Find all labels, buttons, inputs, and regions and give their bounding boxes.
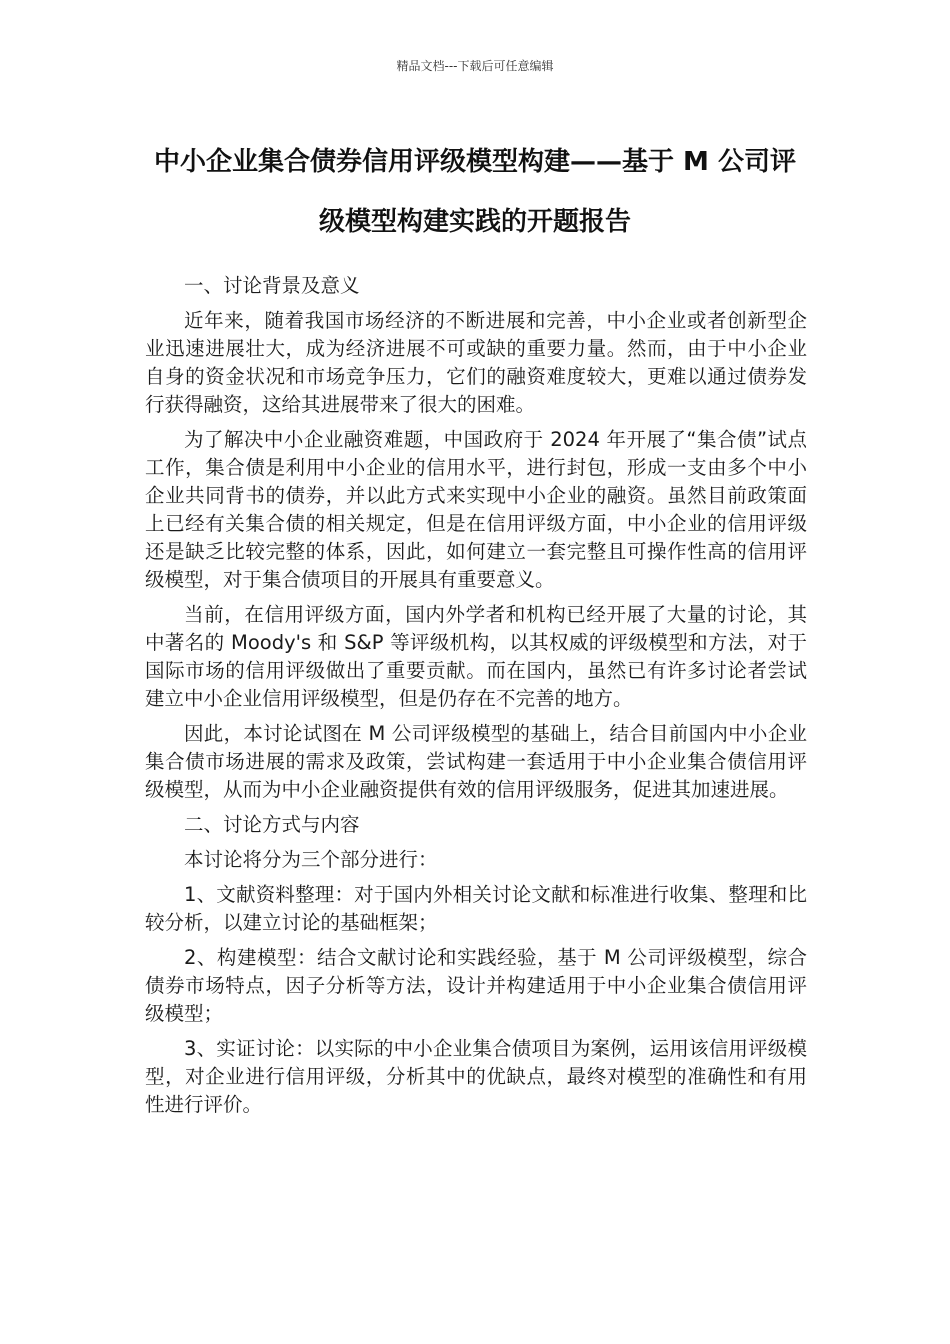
list-item: 3、实证讨论：以实际的中小企业集合债项目为案例，运用该信用评级模型，对企业进行信用评级，分析其中的优缺点，最终对模型的准确性和有用性进行评价。 <box>145 1037 807 1116</box>
header-note: 精品文档---下载后可任意编辑 <box>396 59 554 73</box>
body-paragraph: 近年来，随着我国市场经济的不断进展和完善，中小企业或者创新型企业迅速进展壮大，成为经济进展不可或缺的重要力量。然而，由于中小企业自身的资金状况和市场竞争压力，它们的融资难度较大，更难以通过债券发行获得融资，这给其进展带来了很大的困难。 <box>145 309 807 416</box>
section-heading: 一、讨论背景及意义 <box>184 274 360 297</box>
body-paragraph: 因此，本讨论试图在 M 公司评级模型的基础上，结合目前国内中小企业集合债市场进展的需求及政策，尝试构建一套适用于中小企业集合债信用评级模型，从而为中小企业融资提供有效的信用评级服务，促进其加速进展。 <box>145 722 807 801</box>
document-title: 中小企业集合债券信用评级模型构建——基于 M 公司评级模型构建实践的开题报告 <box>154 147 796 237</box>
list-item: 1、文献资料整理：对于国内外相关讨论文献和标准进行收集、整理和比较分析，以建立讨论的基础框架； <box>145 883 807 934</box>
list-item: 2、构建模型：结合文献讨论和实践经验，基于 M 公司评级模型，综合债券市场特点，因子分析等方法，设计并构建适用于中小企业集合债信用评级模型； <box>145 946 807 1025</box>
body-paragraph: 本讨论将分为三个部分进行： <box>184 848 438 871</box>
body-paragraph: 为了解决中小企业融资难题，中国政府于 2024 年开展了“集合债”试点工作，集合债是利用中小企业的信用水平，进行封包，形成一支由多个中小企业共同背书的债券，并以此方式来实现中小企业的融资。虽然目前政策面上已经有关集合债的相关规定，但是在信用评级方面，中小企业的信用评级还是缺乏比较完整的体系，因此，如何建立一套完整且可操作性高的信用评级模型，对于集合债项目的开展具有重要意义。 <box>145 428 807 591</box>
body-paragraph: 当前，在信用评级方面，国内外学者和机构已经开展了大量的讨论，其中著名的 Moody's 和 S&P 等评级机构，以其权威的评级模型和方法，对于国际市场的信用评级做出了重要贡献。而在国内，虽然已有许多讨论者尝试建立中小企业信用评级模型，但是仍存在不完善的地方。 <box>145 603 807 710</box>
document-body <box>145 272 807 1126</box>
section-heading: 二、讨论方式与内容 <box>184 813 360 836</box>
